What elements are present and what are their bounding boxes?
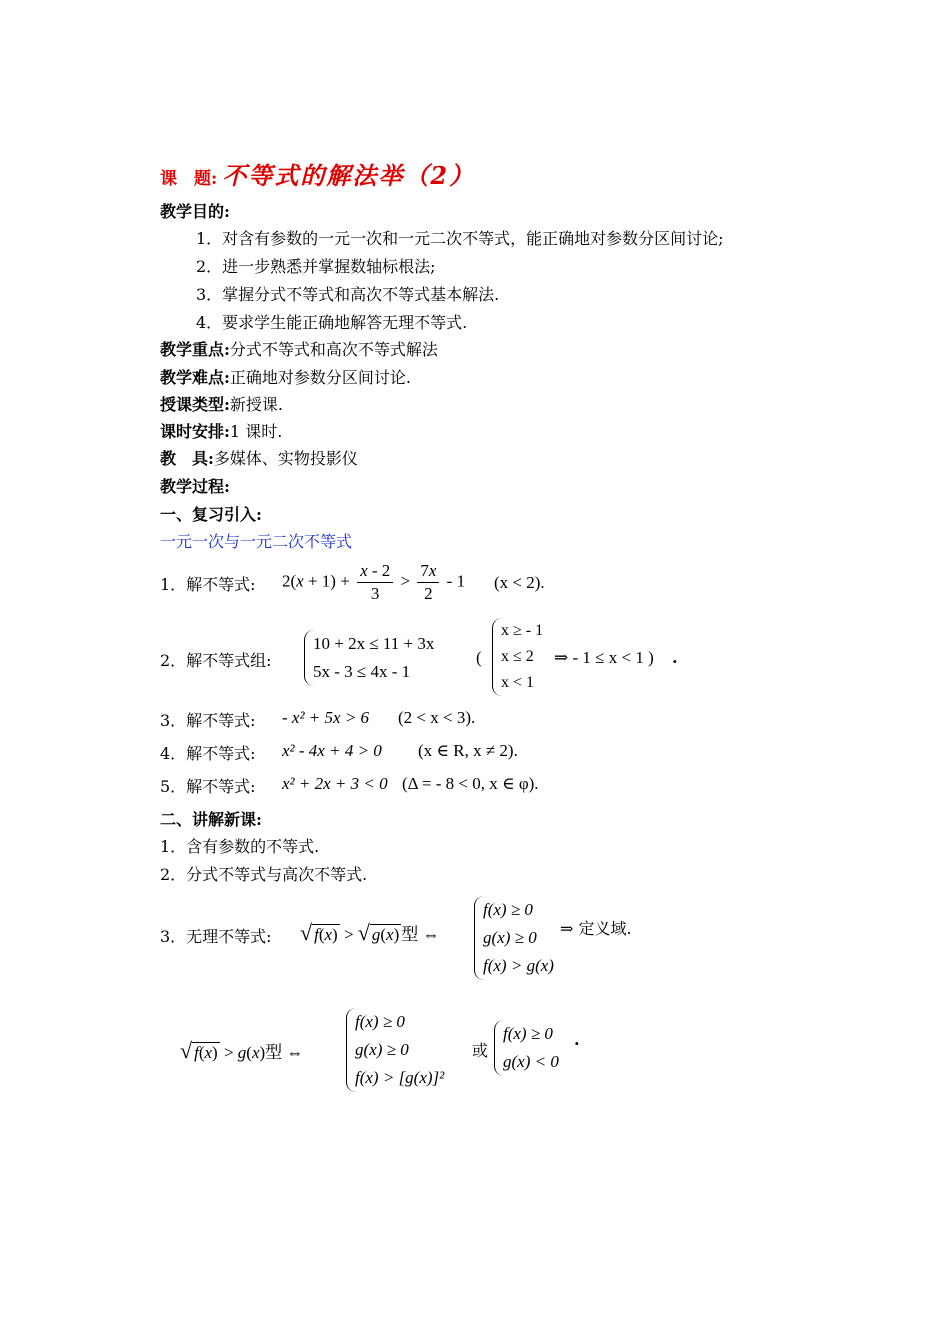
condition-system [474,896,554,980]
system-row: g(x) ≥ 0 [483,928,537,947]
meta-value: 分式不等式和高次不等式解法 [229,340,438,359]
section2-item-3-label: 3．无理不等式: [160,927,272,946]
paren-open: ( [476,648,482,667]
meta-value: 新授课. [229,395,284,414]
objective-item: 1．对含有参数的一元一次和一元二次不等式，能正确地对参数分区间讨论; [196,229,724,248]
condition-system [346,1008,444,1092]
objective-item: 3．掌握分式不等式和高次不等式基本解法. [196,285,500,304]
process-heading: 教学过程: [160,477,230,496]
system-row: f(x) ≥ 0 [503,1024,553,1043]
problem-5-label: 5．解不等式: [160,777,256,796]
system-row: g(x) < 0 [503,1052,559,1071]
or-label: 或 [472,1041,489,1060]
section1-subheading: 一元一次与一元二次不等式 [160,532,353,551]
type-2-alt-conditions [490,1020,559,1076]
difficulty-row [160,365,411,388]
meta-label: 教学难点: [160,368,230,387]
key-point-row [160,337,438,360]
solution-system [492,618,543,696]
objectives-heading: 教学目的: [160,202,230,221]
problem-5-answer: (Δ = - 8 < 0, x ∈ φ). [402,774,539,793]
problem-3-answer: (2 < x < 3). [398,708,476,727]
lesson-type-row [160,392,283,415]
page-title: 不等式的解法举（2） [222,161,476,190]
title-row [160,156,475,191]
system-row: f(x) ≥ 0 [483,900,533,919]
problem-3-label: 3．解不等式: [160,711,256,730]
system-row: x ≤ 2 [501,648,534,665]
section2-item: 1．含有参数的不等式. [160,837,320,856]
type-1-tail: ⇒ 定义域. [560,919,632,938]
system-row: x ≥ - 1 [501,622,544,639]
meta-label: 课时安排: [160,422,230,441]
meta-value: 多媒体、实物投影仪 [213,449,358,468]
type-1-conditions [470,896,554,980]
inequality-system [304,630,434,686]
system-row: 5x - 3 ≤ 4x - 1 [313,662,411,681]
problem-2-label: 2．解不等式组: [160,651,272,670]
problem-4-answer: (x ∈ R, x ≠ 2). [418,741,518,760]
system-row: g(x) ≥ 0 [355,1040,409,1059]
schedule-row [160,419,282,442]
section2-heading: 二、讲解新课: [160,810,262,829]
irrational-type-2: √ f(x) > g(x)型 ⇔ [180,1038,304,1063]
period: . [672,648,678,667]
problem-4-label: 4．解不等式: [160,744,256,763]
meta-value: 正确地对参数分区间讨论. [229,368,412,387]
problem-2-system [300,630,434,686]
meta-label: 授课类型: [160,395,230,414]
problem-4-expr: x² - 4x + 4 > 0 [282,741,382,760]
system-row: f(x) ≥ 0 [355,1012,405,1031]
period: . [574,1030,580,1049]
objective-item: 4．要求学生能正确地解答无理不等式. [196,313,468,332]
meta-label: 教学重点: [160,340,230,359]
system-row: 10 + 2x ≤ 11 + 3x [313,634,435,653]
condition-system [494,1020,559,1076]
system-row: f(x) > g(x) [483,956,554,975]
problem-1-label: 1．解不等式: [160,575,256,594]
section2-item: 2．分式不等式与高次不等式. [160,865,368,884]
problem-5-expr: x² + 2x + 3 < 0 [282,774,388,793]
irrational-type-1: √ f(x) > √ g(x) 型 ⇔ [300,920,440,945]
title-label: 课 题: [160,169,218,189]
problem-1-answer: (x < 2). [494,573,545,592]
system-row: x < 1 [501,674,535,691]
problem-3-expr: - x² + 5x > 6 [282,708,370,727]
type-2-conditions [342,1008,444,1092]
meta-value: 1 课时. [229,422,283,441]
problem-2-result: ⇒ - 1 ≤ x < 1 ) [554,648,654,667]
meta-label: 教 具: [160,449,214,468]
problem-1-formula: 2(x + 1) + $\frac{x - 2}{3}$ > $\frac{7x}{2}$ - 1 [282,561,466,603]
tools-row [160,446,358,469]
section1-heading: 一、复习引入: [160,505,262,524]
objective-item: 2．进一步熟悉并掌握数轴标根法; [196,257,436,276]
problem-2-solution-system [488,618,543,696]
system-row: f(x) > [g(x)]² [355,1068,445,1087]
